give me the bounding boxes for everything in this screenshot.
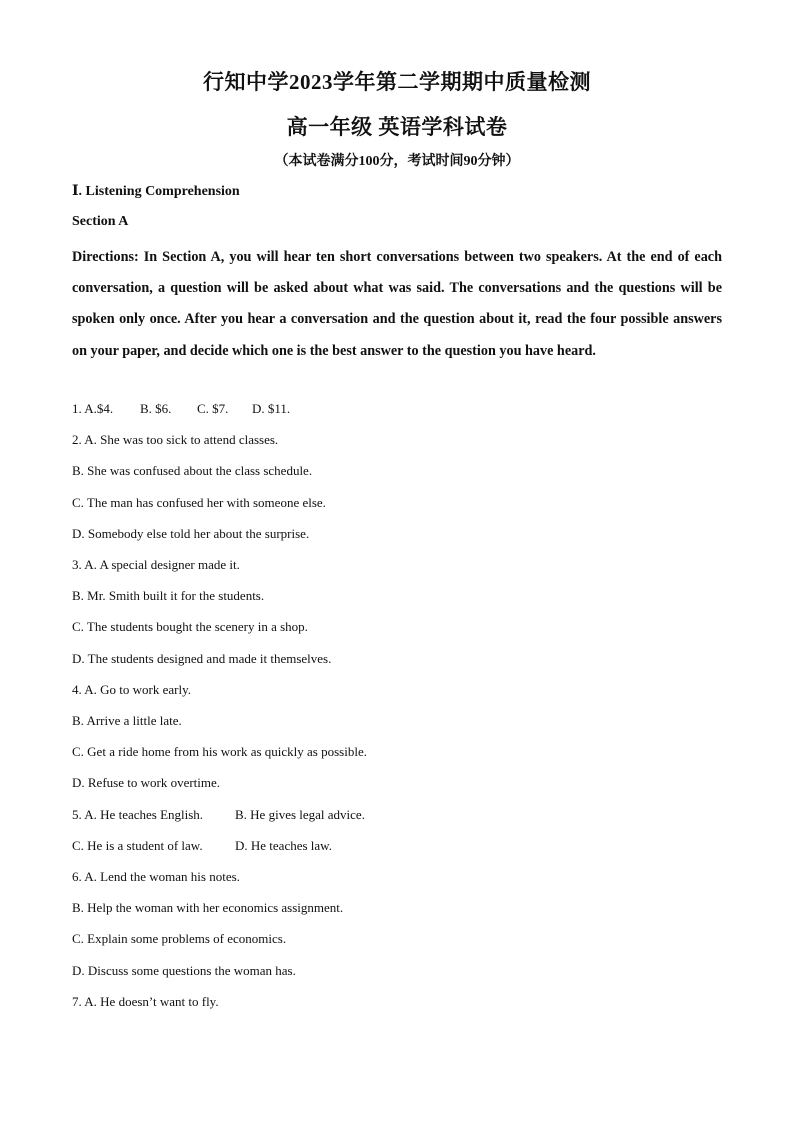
part-heading: Ⅰ. Listening Comprehension xyxy=(72,184,240,199)
exam-info: （本试卷满分100分，考试时间90分钟） xyxy=(274,154,520,169)
q4-option-d: D. Refuse to work overtime. xyxy=(72,775,221,790)
q2-option-b: B. She was confused about the class schedule. xyxy=(72,463,313,478)
q2-option-a: 2. A. She was too sick to attend classes. xyxy=(72,432,279,447)
q6-option-d: D. Discuss some questions the woman has. xyxy=(72,963,296,978)
q4-option-b: B. Arrive a little late. xyxy=(72,713,182,728)
question-1 xyxy=(72,401,290,417)
q5-option-d: D. He teaches law. xyxy=(235,838,332,853)
directions-paragraph: Directions: In Section A, you will hear ten short conversations between two speakers. At the end of each conversation, a question will be asked about what was said. The conversations and the questions will be spoken only once. After you hear a conversation and the question about it, read the four possible answers on your paper, and decide which one is the best answer to the question you have heard. xyxy=(72,249,722,359)
q1-option-d: D. $11. xyxy=(252,401,291,416)
q7-option-a: 7. A. He doesn’t want to fly. xyxy=(72,994,219,1009)
q1-option-a: 1. A.$4. xyxy=(72,401,114,416)
q1-option-b: B. $6. xyxy=(140,401,172,416)
q6-option-c: C. Explain some problems of economics. xyxy=(72,931,287,946)
section-heading: Section A xyxy=(72,214,129,229)
q2-option-c: C. The man has confused her with someone else. xyxy=(72,495,326,510)
question-5-row-2 xyxy=(72,838,332,854)
q1-option-c: C. $7. xyxy=(197,401,229,416)
school-title: 行知中学2023学年第二学期期中质量检测 xyxy=(203,70,591,94)
q5-option-b: B. He gives legal advice. xyxy=(235,807,365,822)
q4-option-c: C. Get a ride home from his work as quickly as possible. xyxy=(72,744,367,759)
q3-option-a: 3. A. A special designer made it. xyxy=(72,557,240,572)
q6-option-b: B. Help the woman with her economics assignment. xyxy=(72,900,344,915)
paper-title: 高一年级 英语学科试卷 xyxy=(286,115,508,139)
q2-option-d: D. Somebody else told her about the surprise. xyxy=(72,526,310,541)
q3-option-b: B. Mr. Smith built it for the students. xyxy=(72,588,265,603)
q4-option-a: 4. A. Go to work early. xyxy=(72,682,192,697)
q3-option-c: C. The students bought the scenery in a shop. xyxy=(72,619,308,634)
q5-option-c: C. He is a student of law. xyxy=(72,838,203,853)
question-5-row-1 xyxy=(72,807,365,823)
q5-option-a: 5. A. He teaches English. xyxy=(72,807,204,822)
q3-option-d: D. The students designed and made it themselves. xyxy=(72,651,332,666)
q6-option-a: 6. A. Lend the woman his notes. xyxy=(72,869,240,884)
